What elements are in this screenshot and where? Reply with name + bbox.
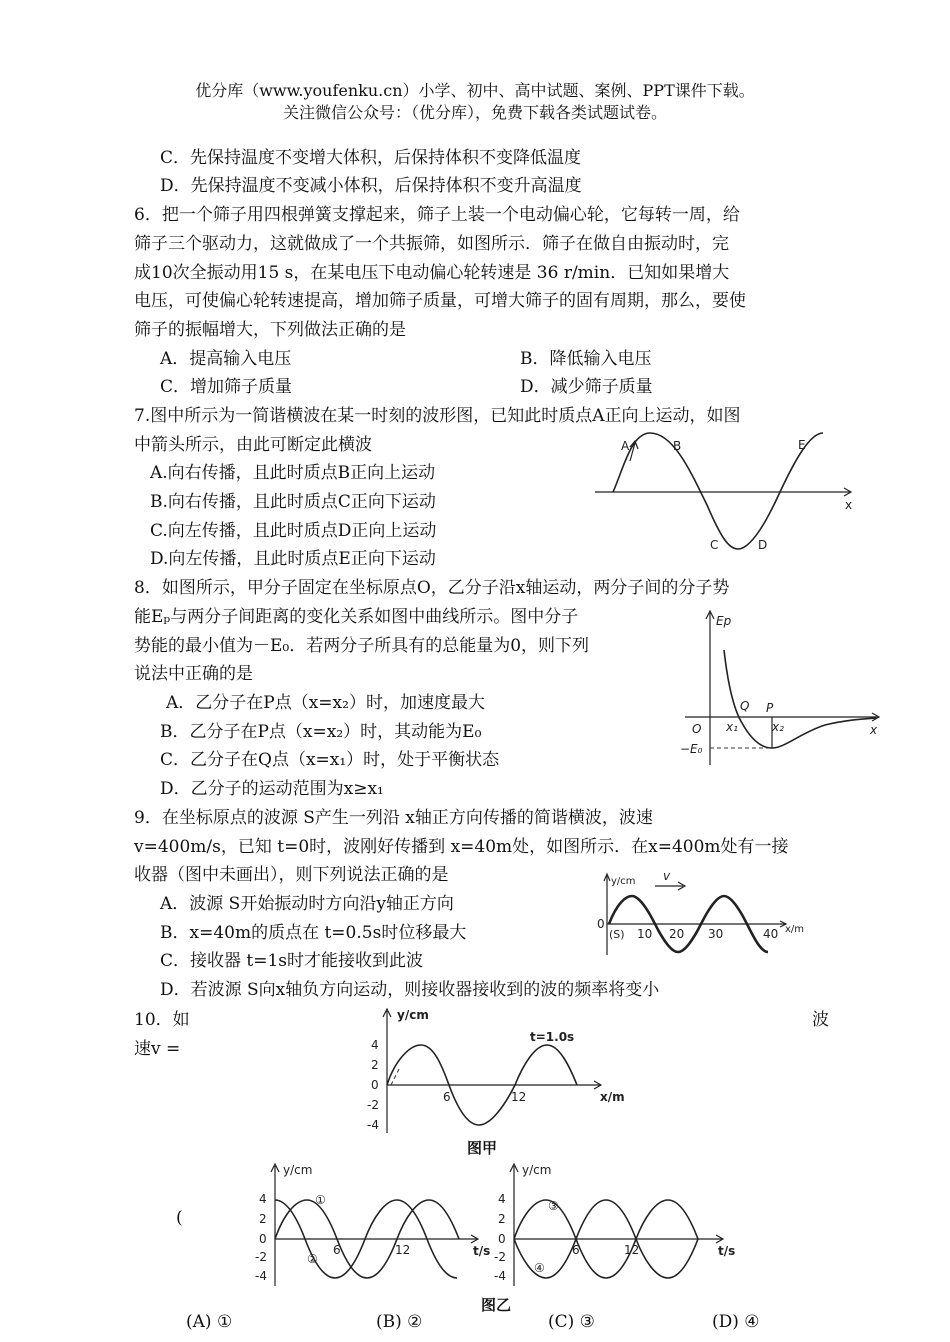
jia-time-label: t=1.0s bbox=[530, 1030, 575, 1044]
q7-x-label: x bbox=[845, 498, 853, 512]
yi-left-ytick-m4: -4 bbox=[255, 1269, 267, 1283]
yi-right-ytick-2: 2 bbox=[498, 1212, 506, 1226]
jia-y-label: y/cm bbox=[397, 1008, 429, 1022]
q9-y-label: y/cm bbox=[611, 876, 636, 887]
q10-choice-c: (C) ③ bbox=[548, 1312, 595, 1332]
q8-line-1: 8．如图所示，甲分子固定在坐标原点O，乙分子沿x轴运动，两分子间的分子势 bbox=[134, 578, 730, 598]
q8-p-label: P bbox=[766, 701, 774, 715]
q7-option-d: D.向左传播，且此时质点E正向下运动 bbox=[150, 549, 436, 569]
jia-ytick-m2: -2 bbox=[367, 1098, 379, 1112]
yi-left-label-1: ① bbox=[315, 1193, 326, 1207]
q9-tick-10: 10 bbox=[637, 927, 653, 941]
q7-option-a: A.向右传播，且此时质点B正向上运动 bbox=[150, 463, 436, 483]
q9-line-2: v=400m/s，已知 t=0时，波刚好传播到 x=40m处，如图所示．在x=400m处有一接 bbox=[134, 837, 789, 857]
yi-left-ytick-2: 2 bbox=[259, 1212, 267, 1226]
yi-right-xtick-6: 6 bbox=[572, 1243, 580, 1257]
q6-line-5: 筛子的振幅增大，下列做法正确的是 bbox=[134, 320, 406, 340]
q9-v-label: v bbox=[663, 869, 671, 883]
q6-option-c: C．增加筛子质量 bbox=[160, 377, 293, 397]
q7-point-d: D bbox=[758, 538, 768, 552]
q6-option-d: D．减少筛子质量 bbox=[520, 377, 653, 397]
q10-choice-a: (A) ① bbox=[186, 1312, 233, 1332]
q8-line-2: 能Eₚ与两分子间距离的变化关系如图中曲线所示。图中分子 bbox=[134, 607, 579, 627]
q9-tick-20: 20 bbox=[669, 927, 685, 941]
q7-option-c: C.向左传播，且此时质点D正向上运动 bbox=[150, 521, 437, 541]
jia-ytick-4: 4 bbox=[371, 1038, 379, 1052]
q8-x-label: x bbox=[870, 723, 878, 737]
yi-right-y-label: y/cm bbox=[522, 1163, 552, 1177]
q6-option-a: A．提高输入电压 bbox=[160, 349, 292, 369]
q7-line-1: 7.图中所示为一简谐横波在某一时刻的波形图，已知此时质点A正向上运动，如图 bbox=[134, 406, 741, 426]
q9-tick-40: 40 bbox=[763, 927, 779, 941]
yi-left-y-label: y/cm bbox=[283, 1163, 313, 1177]
q8-option-a: A．乙分子在P点（x=x₂）时，加速度最大 bbox=[166, 693, 485, 713]
q7-wave-figure bbox=[595, 425, 860, 555]
q6-line-1: 6．把一个筛子用四根弹簧支撑起来，筛子上装一个电动偏心轮，它每转一周，给 bbox=[134, 205, 740, 225]
q7-option-b: B.向右传播，且此时质点C正向下运动 bbox=[150, 492, 436, 512]
q8-line-4: 说法中正确的是 bbox=[134, 664, 253, 684]
q7-wave-curve bbox=[613, 433, 823, 549]
yi-right-label-3: ③ bbox=[548, 1199, 559, 1213]
q7-point-a: A bbox=[621, 439, 630, 453]
q8-x1-label: x₁ bbox=[726, 720, 738, 734]
yi-left-x-label: t/s bbox=[473, 1244, 491, 1258]
q7-point-e: E bbox=[798, 438, 806, 452]
q8-potential-figure bbox=[680, 605, 885, 770]
q6-line-3: 成10次全振动用15 s，在某电压下电动偏心轮转速是 36 r/min．已知如果增大 bbox=[134, 263, 730, 283]
q9-line-3: 收器（图中未画出），则下列说法正确的是 bbox=[134, 865, 449, 885]
yi-left-label-2: ② bbox=[307, 1252, 318, 1266]
q8-min-label: −E₀ bbox=[680, 742, 703, 756]
yi-right-ytick-0: 0 bbox=[498, 1232, 506, 1246]
q8-y-label: Ep bbox=[716, 614, 732, 628]
q7-point-c: C bbox=[710, 538, 719, 552]
q10-fig-yi-right bbox=[478, 1160, 738, 1290]
yi-right-xtick-12: 12 bbox=[624, 1243, 640, 1257]
jia-ytick-m4: -4 bbox=[367, 1118, 379, 1132]
header-line-2: 关注微信公众号：（优分库），免费下载各类试题试卷。 bbox=[282, 103, 667, 122]
q9-line-1: 9．在坐标原点的波源 S产生一列沿 x轴正方向传播的简谐横波，波速 bbox=[134, 808, 653, 828]
q8-q-label: Q bbox=[740, 699, 750, 713]
q5-option-c: C．先保持温度不变增大体积，后保持体积不变降低温度 bbox=[160, 148, 582, 168]
q10-choice-d: (D) ④ bbox=[712, 1312, 760, 1332]
q9-option-a: A．波源 S开始振动时方向沿y轴正方向 bbox=[160, 894, 454, 914]
q9-option-d: D．若波源 S向x轴负方向运动，则接收器接收到的波的频率将变小 bbox=[160, 980, 660, 1000]
jia-ytick-0: 0 bbox=[371, 1078, 379, 1092]
jia-x-label: x/m bbox=[600, 1090, 625, 1104]
q9-source-label: (S) bbox=[609, 928, 625, 941]
yi-left-ytick-m2: -2 bbox=[255, 1250, 267, 1264]
header-line-1: 优分库（www.youfenku.cn）小学、初中、高中试题、案例、PPT课件下载。 bbox=[195, 81, 755, 100]
q10-line-1-start: 10．如 bbox=[134, 1010, 190, 1030]
q9-x-label: x/m bbox=[785, 924, 805, 935]
q8-line-3: 势能的最小值为－E₀．若两分子所具有的总能量为0，则下列 bbox=[134, 636, 590, 656]
yi-left-ytick-0: 0 bbox=[259, 1232, 267, 1246]
q8-x2-label: x₂ bbox=[772, 720, 784, 734]
jia-xtick-12: 12 bbox=[511, 1090, 527, 1104]
q5-option-d: D．先保持温度不变减小体积，后保持体积不变升高温度 bbox=[160, 176, 582, 196]
yi-right-ytick-4: 4 bbox=[498, 1192, 506, 1206]
yi-right-x-label: t/s bbox=[718, 1244, 736, 1258]
yi-left-xtick-6: 6 bbox=[333, 1243, 341, 1257]
yi-right-ytick-m2: -2 bbox=[494, 1250, 506, 1264]
q10-fig-yi-left bbox=[245, 1160, 495, 1290]
q10-side-char: ( bbox=[176, 1208, 183, 1228]
q8-option-d: D．乙分子的运动范围为x≥x₁ bbox=[160, 779, 384, 799]
q9-tick-30: 30 bbox=[708, 927, 724, 941]
q8-option-b: B．乙分子在P点（x=x₂）时，其动能为E₀ bbox=[160, 722, 482, 742]
yi-right-label-4: ④ bbox=[534, 1261, 545, 1275]
q9-option-b: B．x=40m的质点在 t=0.5s时位移最大 bbox=[160, 923, 467, 943]
q6-line-2: 筛子三个驱动力，这就做成了一个共振筛，如图所示．筛子在做自由振动时，完 bbox=[134, 234, 729, 254]
q10-line-2-start: 速v = bbox=[134, 1039, 181, 1059]
q9-option-c: C．接收器 t=1s时才能接收到此波 bbox=[160, 951, 424, 971]
jia-xtick-6: 6 bbox=[443, 1090, 451, 1104]
q9-origin-label: 0 bbox=[597, 917, 605, 931]
q6-line-4: 电压，可使偏心轮转速提高，增加筛子质量，可增大筛子的固有周期，那么，要使 bbox=[134, 291, 746, 311]
q9-wave-figure bbox=[595, 870, 810, 960]
yi-left-ytick-4: 4 bbox=[259, 1192, 267, 1206]
q10-choice-b: (B) ② bbox=[376, 1312, 423, 1332]
q10-fig-jia-caption: 图甲 bbox=[467, 1139, 498, 1157]
q7-line-2: 中箭头所示，由此可断定此横波 bbox=[134, 435, 372, 455]
q10-fig-yi-caption: 图乙 bbox=[481, 1296, 512, 1314]
yi-right-ytick-m4: -4 bbox=[494, 1269, 506, 1283]
yi-left-xtick-12: 12 bbox=[395, 1243, 411, 1257]
q10-line-1-end: 波 bbox=[812, 1010, 829, 1030]
q8-origin-label: O bbox=[692, 722, 702, 736]
q8-option-c: C．乙分子在Q点（x=x₁）时，处于平衡状态 bbox=[160, 750, 500, 770]
jia-ytick-2: 2 bbox=[371, 1058, 379, 1072]
q7-point-b: B bbox=[673, 439, 682, 453]
q6-option-b: B．降低输入电压 bbox=[520, 349, 652, 369]
